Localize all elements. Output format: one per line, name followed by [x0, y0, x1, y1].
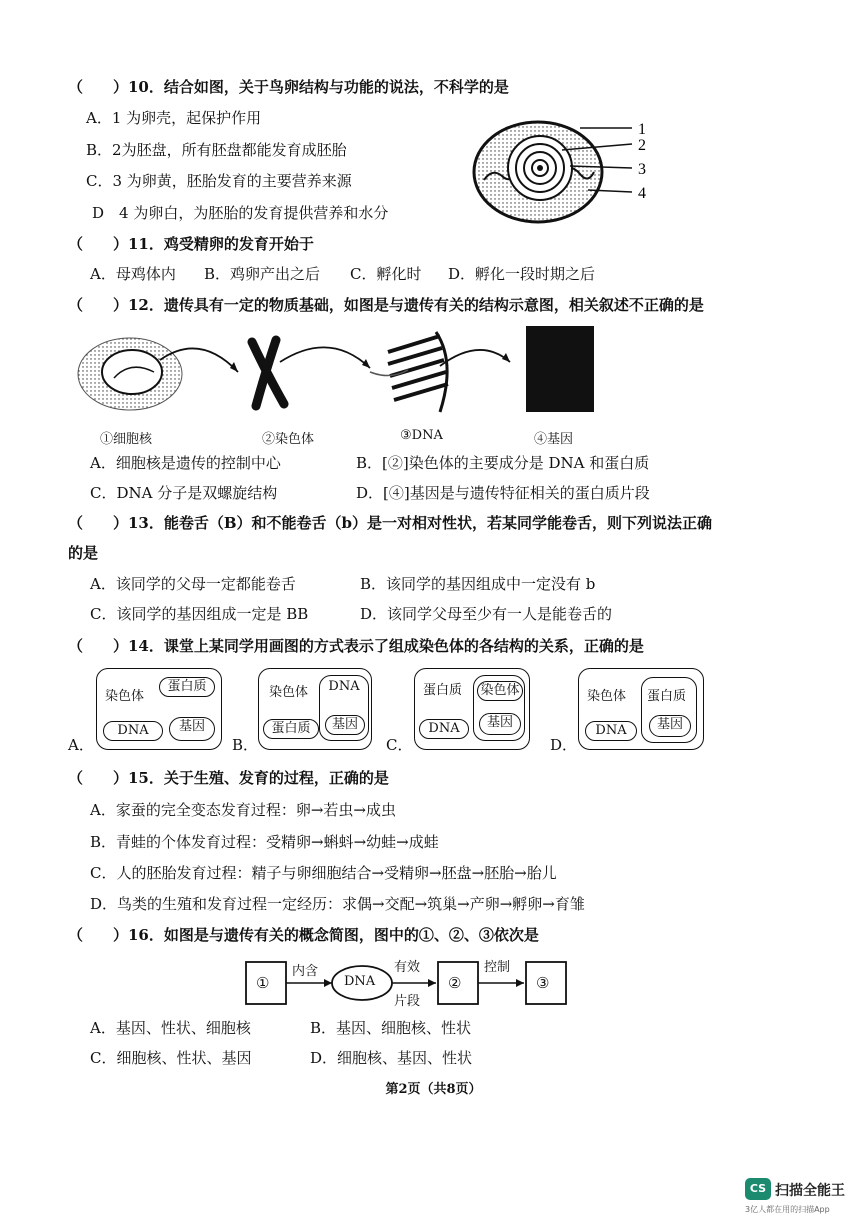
q14-c-right: 基因: [479, 713, 521, 735]
scanner-name: 扫描全能王: [775, 1183, 845, 1199]
q10-option-b: B．2为胚盘，所有胚盘都能发育成胚胎: [86, 141, 347, 159]
q10-option-a: A．1 为卵壳，起保护作用: [86, 109, 262, 127]
concept-center-dna: DNA: [344, 974, 376, 989]
q14-b-left: 蛋白质: [263, 719, 319, 739]
scanner-tagline: 3亿人都在用的扫描App: [745, 1205, 830, 1214]
q12-option-c: C．DNA 分子是双螺旋结构: [90, 484, 278, 502]
q13-option-c: C．该同学的基因组成一定是 BB: [90, 605, 309, 623]
q14-b-top: DNA: [328, 679, 360, 694]
q14-diagram-d: [578, 668, 704, 750]
q15-stem: （ ）15．关于生殖、发育的过程，正确的是: [68, 769, 389, 787]
concept-box-3: ③: [536, 974, 550, 992]
egg-structure-figure: [470, 110, 670, 240]
fig-label-gene: ④基因: [534, 432, 574, 447]
q12-option-a: A．细胞核是遗传的控制中心: [90, 454, 281, 472]
q13-option-a: A．该同学的父母一定都能卷舌: [90, 575, 296, 593]
q14-b-outer: 染色体: [269, 685, 309, 700]
heredity-structure-figure: [70, 322, 630, 422]
concept-arrow-2-bottom: 片段: [394, 994, 421, 1009]
concept-arrow-2-top: 有效: [394, 960, 421, 975]
egg-label-4: 4: [638, 185, 646, 202]
q15-option-c: C．人的胚胎发育过程：精子与卵细胞结合→受精卵→胚盘→胚胎→胎儿: [90, 864, 557, 882]
q14-diagram-c: [414, 668, 530, 750]
q15-option-b: B．青蛙的个体发育过程：受精卵→蝌蚪→幼蛙→成蛙: [90, 833, 439, 851]
page-footer: 第2页（共8页）: [385, 1082, 482, 1097]
q14-letter-c: C．: [386, 736, 413, 754]
q13-stem-line2: 的是: [68, 544, 99, 562]
q14-a-top: 蛋白质: [159, 677, 215, 697]
q14-letter-a: A．: [68, 736, 94, 754]
q13-stem-line1: （ ）13．能卷舌（B）和不能卷舌（b）是一对相对性状，若某同学能卷舌，则下列说法正确: [68, 514, 713, 532]
egg-label-2: 2: [638, 137, 646, 154]
q14-d-outer: 染色体: [587, 689, 627, 704]
q14-d-top: 蛋白质: [647, 689, 687, 704]
q14-d-left: DNA: [585, 721, 637, 741]
q11-option-d: D．孵化一段时期之后: [448, 265, 596, 283]
q13-option-b: B．该同学的基因组成中一定没有 b: [360, 575, 596, 593]
q12-option-b: B．[②]染色体的主要成分是 DNA 和蛋白质: [356, 454, 650, 472]
scanner-watermark: [745, 1178, 849, 1218]
q14-d-right: 基因: [649, 715, 691, 737]
concept-arrow-3: 控制: [484, 960, 511, 975]
scanner-logo-icon: CS: [745, 1178, 771, 1200]
fig-label-dna: ③DNA: [400, 428, 443, 443]
egg-label-3: 3: [638, 161, 646, 178]
nucleus-image: [78, 338, 182, 410]
q14-diagram-b: [258, 668, 372, 750]
fig-label-nucleus: ①细胞核: [100, 432, 153, 447]
fig-label-chromosome: ②染色体: [262, 432, 315, 447]
q14-letter-b: B．: [232, 736, 259, 754]
q16-option-a: A．基因、性状、细胞核: [90, 1019, 251, 1037]
q10-stem: （ ）10．结合如图，关于鸟卵结构与功能的说法，不科学的是: [68, 78, 509, 96]
q14-b-right: 基因: [325, 715, 365, 735]
q13-option-d: D．该同学父母至少有一人是能卷舌的: [360, 605, 613, 623]
q14-a-right: 基因: [169, 717, 215, 741]
chromosome-image: [252, 340, 284, 406]
egg-label-1: 1: [638, 121, 646, 138]
q14-c-left: DNA: [419, 719, 469, 739]
q16-stem: （ ）16．如图是与遗传有关的概念简图，图中的①、②、③依次是: [68, 926, 539, 944]
concept-arrow-1: 内含: [292, 964, 319, 979]
q14-stem: （ ）14．课堂上某同学用画图的方式表示了组成染色体的各结构的关系，正确的是: [68, 637, 644, 655]
q12-stem: （ ）12．遗传具有一定的物质基础，如图是与遗传有关的结构示意图，相关叙述不正确的是: [68, 296, 704, 314]
q16-option-c: C．细胞核、性状、基因: [90, 1049, 252, 1067]
concept-box-1: ①: [256, 974, 270, 992]
q15-option-a: A．家蚕的完全变态发育过程：卵→若虫→成虫: [90, 801, 396, 819]
q12-option-d: D．[④]基因是与遗传特征相关的蛋白质片段: [356, 484, 650, 502]
q14-diagram-a: [96, 668, 222, 750]
concept-box-2: ②: [448, 974, 462, 992]
q10-option-d: D 4 为卵白，为胚胎的发育提供营养和水分: [92, 204, 389, 222]
q14-a-outer: 染色体: [105, 689, 145, 704]
q16-option-b: B．基因、细胞核、性状: [310, 1019, 472, 1037]
q15-option-d: D．鸟类的生殖和发育过程一定经历：求偶→交配→筑巢→产卵→孵卵→育雏: [90, 895, 585, 913]
q14-letter-d: D．: [550, 736, 578, 754]
q11-option-b: B．鸡卵产出之后: [204, 265, 321, 283]
q14-a-left: DNA: [103, 721, 163, 741]
dna-image: [370, 332, 448, 412]
q14-c-top: 染色体: [477, 681, 523, 701]
q11-option-c: C．孵化时: [350, 265, 422, 283]
q14-c-outer: 蛋白质: [423, 683, 463, 698]
q16-option-d: D．细胞核、基因、性状: [310, 1049, 473, 1067]
gene-image: [526, 326, 594, 412]
q10-option-c: C．3 为卵黄，胚胎发育的主要营养来源: [86, 172, 352, 190]
q11-option-a: A．母鸡体内: [90, 265, 176, 283]
q11-stem: （ ）11．鸡受精卵的发育开始于: [68, 235, 314, 253]
